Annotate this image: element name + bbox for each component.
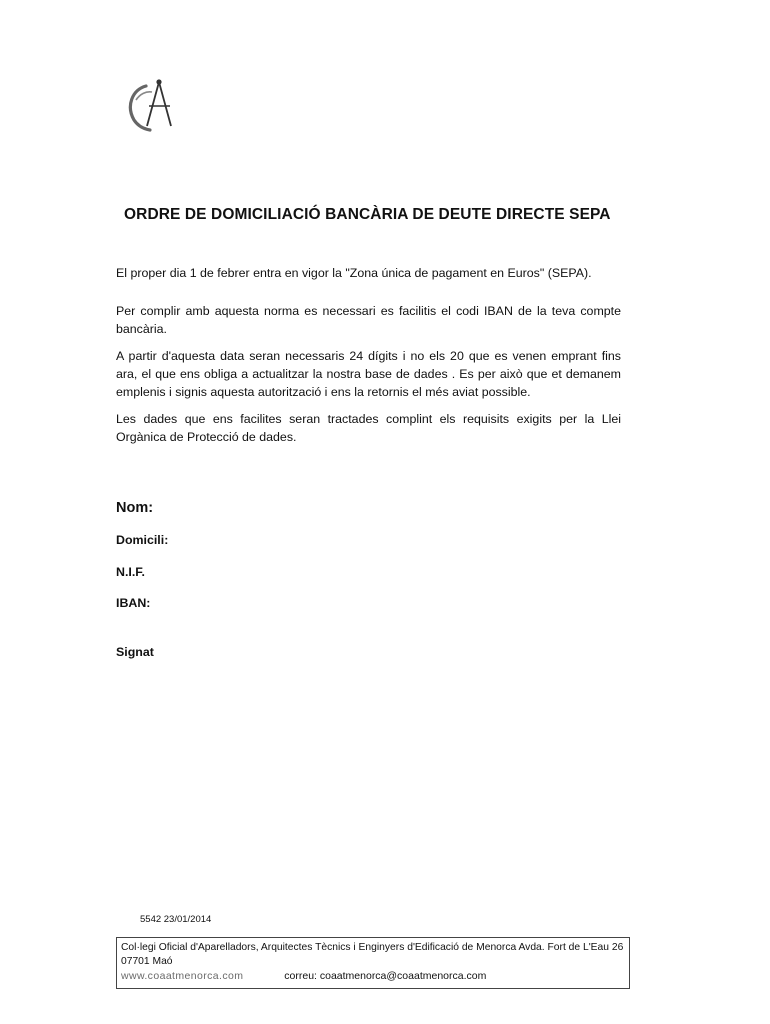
footer-contact-row [121,969,629,984]
compass-logo-icon [122,76,184,134]
document-title: ORDRE DE DOMICILIACIÓ BANCÀRIA DE DEUTE DIRECTE SEPA [124,206,611,223]
address-field-label: Domicili: [116,533,169,547]
intro-paragraph: El proper dia 1 de febrer entra en vigor la "Zona única de pagament en Euros" (SEPA). [116,266,592,280]
iban-requirement-paragraph: Per complir amb aquesta norma es necessari es facilitis el codi IBAN de la teva compte bancària. [116,304,621,336]
update-request-paragraph: A partir d'aquesta data seran necessaris 24 dígits i no els 20 que es venen emprant fins ara, el que ens obliga a actualitzar la nostra base de dades . Es per això que et demanem emplenis i signis aquesta autorització i ens la retornis el més aviat possible. [116,349,621,399]
document-reference: 5542 23/01/2014 [140,914,212,925]
footer-email[interactable]: correu: coaatmenorca@coaatmenorca.com [284,970,487,982]
signature-field-label: Signat [116,645,154,659]
footer-website-link[interactable]: www.coaatmenorca.com [121,970,244,982]
footer-address: Col·legi Oficial d'Aparelladors, Arquitectes Tècnics i Enginyers d'Edificació de Menorca Avda. Fort de L'Eau 26 07701 Maó [121,942,624,967]
data-protection-paragraph: Les dades que ens facilites seran tractades complint els requisits exigits per la Llei Orgànica de Protecció de dades. [116,412,621,444]
iban-field-label: IBAN: [116,596,151,610]
name-field-label: Nom: [116,500,154,516]
footer-box [116,937,630,989]
nif-field-label: N.I.F. [116,565,145,579]
